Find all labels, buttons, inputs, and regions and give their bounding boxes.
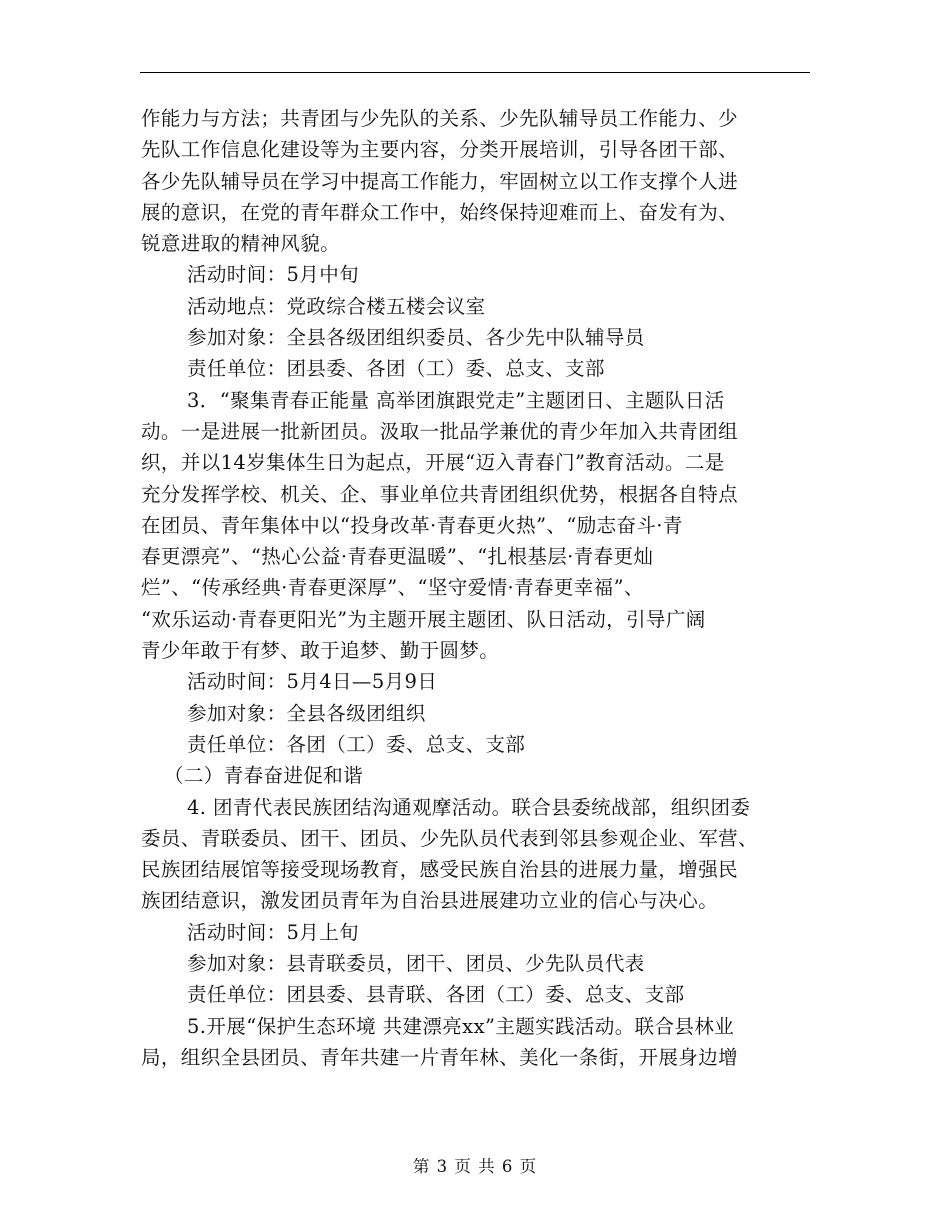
text-line: 动。一是进展一批新团员。汲取一批品学兼优的青少年加入共青团组 [141, 419, 739, 443]
item-heading: 3．“聚集青春正能量 高举团旗跟党走”主题团日、主题队日活 [187, 388, 725, 412]
text-line: 先队工作信息化建设等为主要内容，分类开展培训，引导各团干部、 [141, 138, 739, 162]
participants: 参加对象：全县各级团组织 [187, 701, 426, 725]
responsible-unit: 责任单位：团县委、县青联、各团（工）委、总支、支部 [187, 983, 685, 1007]
text-line: 织，并以14岁集体生日为起点，开展“迈入青春门”教育活动。二是 [141, 451, 725, 475]
responsible-unit: 责任单位：各团（工）委、总支、支部 [187, 732, 526, 756]
participants: 参加对象：全县各级团组织委员、各少先中队辅导员 [187, 326, 645, 350]
text-line: “欢乐运动·青春更阳光”为主题开展主题团、队日活动，引导广阔 [141, 607, 706, 631]
text-line: 各少先队辅导员在学习中提高工作能力，牢固树立以工作支撑个人进 [141, 169, 739, 193]
activity-time: 活动时间：5月中旬 [187, 263, 360, 287]
item-heading: 4. 团青代表民族团结沟通观摩活动。联合县委统战部，组织团委 [187, 795, 751, 819]
responsible-unit: 责任单位：团县委、各团（工）委、总支、支部 [187, 357, 605, 381]
participants: 参加对象：县青联委员，团干、团员、少先队员代表 [187, 952, 645, 976]
activity-time: 活动时间：5月4日—5月9日 [187, 670, 438, 694]
text-line: 春更漂亮”、“热心公益·青春更温暖”、“扎根基层·青春更灿 [141, 545, 654, 569]
text-line: 青少年敢于有梦、敢于追梦、勤于圆梦。 [141, 639, 500, 663]
text-line: 委员、青联委员、团干、团员、少先队员代表到邻县参观企业、军营、 [141, 826, 758, 850]
body-text [141, 103, 813, 1073]
text-line: 族团结意识，激发团员青年为自治县进展建功立业的信心与决心。 [141, 889, 719, 913]
text-line: 局，组织全县团员、青年共建一片青年林、美化一条街，开展身边增 [141, 1045, 739, 1069]
text-line: 民族团结展馆等接受现场教育，感受民族自治县的进展力量，增强民 [141, 858, 739, 882]
text-line: 展的意识，在党的青年群众工作中，始终保持迎难而上、奋发有为、 [141, 200, 739, 224]
text-line: 在团员、青年集体中以“投身改革·青春更火热”、“励志奋斗·青 [141, 513, 683, 537]
header-rule [140, 72, 810, 73]
activity-location: 活动地点：党政综合楼五楼会议室 [187, 294, 486, 318]
text-line: 烂”、“传承经典·青春更深厚”、“坚守爱情·青春更幸福”、 [141, 576, 644, 600]
text-line: 作能力与方法；共青团与少先队的关系、少先队辅导员工作能力、少 [141, 107, 739, 130]
activity-time: 活动时间：5月上旬 [187, 920, 360, 944]
item-heading: 5.开展“保护生态环境 共建漂亮xx”主题实践活动。联合县林业 [187, 1014, 735, 1038]
page-footer: 第 3 页 共 6 页 [412, 1157, 538, 1176]
text-line: 锐意进取的精神风貌。 [141, 232, 341, 256]
text-line: 充分发挥学校、机关、企、事业单位共青团组织优势，根据各自特点 [141, 482, 739, 506]
section-heading: （二）青春奋进促和谐 [164, 764, 364, 788]
